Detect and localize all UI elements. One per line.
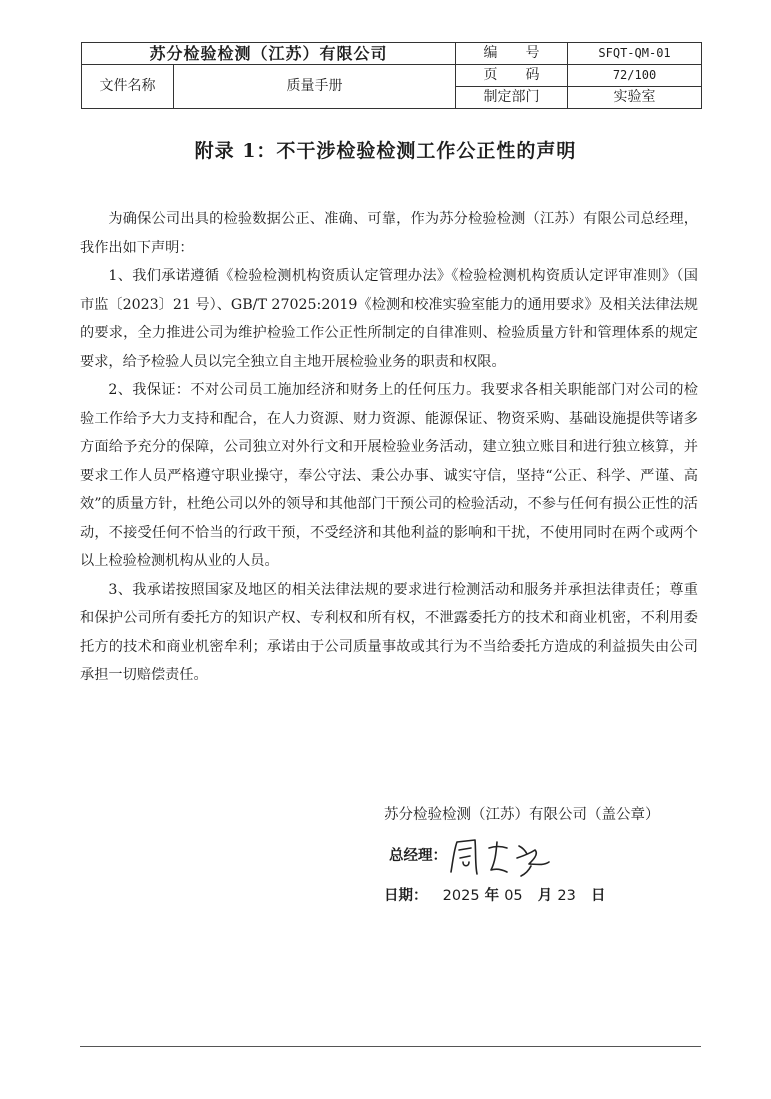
- page-number: 72/100: [568, 65, 702, 87]
- page-label: 页 码: [456, 65, 568, 87]
- number-label: 编 号: [456, 43, 568, 65]
- signature-date: [384, 884, 605, 905]
- paragraph-1: 1、我们承诺遵循《检验检测机构资质认定管理办法》《检验检测机构资质认定评审准则》（国市监〔2023〕21 号）、GB/T 27025:2019《检测和校准实验室能力的通用要求》及相关法律法规的要求，全力推进公司为维护检验工作公正性所制定的自律准则、检验质量方针和管理体系的规定要求，给予检验人员以完全独立自主地开展检验业务的职责和权限。: [80, 268, 698, 370]
- dept-label: 制定部门: [456, 87, 568, 109]
- date-month-unit: 月: [537, 887, 553, 904]
- doc-name-label: 文件名称: [82, 65, 174, 109]
- paragraph-2: 2、我保证：不对公司员工施加经济和财务上的任何压力。我要求各相关职能部门对公司的检验工作给予大力支持和配合，在人力资源、财力资源、能源保证、物资采购、基础设施提供等诸多方面给予充分的保障，公司独立对外行文和开展检验业务活动，建立独立账目和进行独立核算，并要求工作人员严格遵守职业操守，奉公守法、秉公办事、诚实守信，坚持“公正、科学、严谨、高效”的质量方针，杜绝公司以外的领导和其他部门干预公司的检验活动，不参与任何有损公正性的活动，不接受任何不恰当的行政干预，不受经济和其他利益的影响和干扰，不使用同时在两个或两个以上检验检测机构从业的人员。: [80, 382, 698, 569]
- date-label: 日期：: [384, 887, 428, 904]
- dept-value: 实验室: [568, 87, 702, 109]
- date-day-unit: 日: [590, 887, 606, 904]
- footer-divider: [80, 1046, 701, 1047]
- document-header-table: [81, 42, 702, 109]
- signature-company: 苏分检验检测（江苏）有限公司（盖公章）: [384, 807, 660, 823]
- handwritten-signature: [445, 836, 555, 878]
- declaration-body: [80, 205, 698, 690]
- date-month: 05: [504, 888, 523, 904]
- paragraph-3: 3、我承诺按照国家及地区的相关法律法规的要求进行检测活动和服务并承担法律责任；尊重和保护公司所有委托方的知识产权、专利权和所有权，不泄露委托方的技术和商业机密，不利用委托方的技术和商业机密牟利；承诺由于公司质量事故或其行为不当给委托方造成的利益损失由公司承担一切赔偿责任。: [80, 581, 698, 683]
- paragraph-intro: 为确保公司出具的检验数据公正、准确、可靠，作为苏分检验检测（江苏）有限公司总经理，我作出如下声明：: [80, 211, 698, 256]
- page-title: 附录 1：不干涉检验检测工作公正性的声明: [194, 140, 577, 162]
- date-year: 2025: [442, 888, 480, 904]
- date-year-unit: 年: [484, 887, 500, 904]
- document-number: SFQT-QM-01: [568, 43, 702, 65]
- manager-label: 总经理：: [389, 847, 447, 864]
- company-name: 苏分检验检测（江苏）有限公司: [82, 43, 456, 65]
- doc-name: 质量手册: [174, 65, 456, 109]
- date-day: 23: [557, 888, 576, 904]
